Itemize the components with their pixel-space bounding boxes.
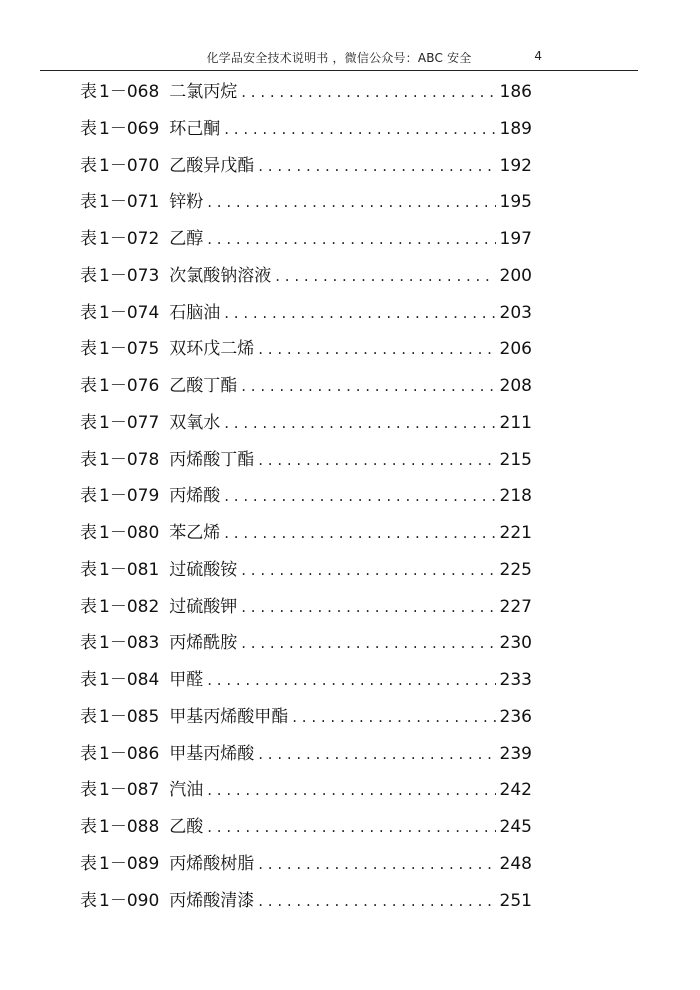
toc-entry-page: 236 bbox=[499, 706, 532, 727]
toc-entry[interactable] bbox=[80, 846, 532, 883]
toc-entry-prefix: 表 bbox=[80, 633, 97, 654]
toc-entry-prefix: 表 bbox=[80, 596, 97, 617]
toc-entry-code: 1－084 bbox=[99, 670, 160, 690]
toc-entry-code: 1－090 bbox=[99, 890, 160, 911]
toc-entry[interactable] bbox=[80, 184, 532, 221]
toc-entry[interactable] bbox=[80, 699, 532, 736]
toc-entry-code: 1－068 bbox=[99, 82, 160, 102]
toc-entry-page: 227 bbox=[499, 596, 532, 617]
toc-entry-prefix: 表 bbox=[80, 449, 97, 470]
toc-dot-leader bbox=[258, 331, 495, 368]
toc-entry-page: 206 bbox=[499, 339, 532, 360]
toc-entry-prefix: 表 bbox=[80, 670, 97, 690]
header-title: 化学品安全技术说明书 ，微信公众号：ABC 安全 bbox=[206, 51, 472, 65]
toc-entry-title: 环己酮 bbox=[169, 118, 221, 139]
toc-entry-page: 189 bbox=[499, 118, 532, 139]
toc-entry-title: 锌粉 bbox=[169, 192, 204, 213]
toc-entry-title: 汽油 bbox=[169, 780, 204, 801]
toc-entry-prefix: 表 bbox=[80, 155, 97, 176]
toc-entry-prefix: 表 bbox=[80, 302, 97, 323]
toc-entry-page: 211 bbox=[499, 412, 532, 433]
toc-entry[interactable] bbox=[80, 111, 532, 148]
toc-entry-prefix: 表 bbox=[80, 706, 97, 727]
toc-entry-title: 过硫酸钾 bbox=[169, 596, 238, 617]
toc-entry-prefix: 表 bbox=[80, 339, 97, 360]
toc-entry[interactable] bbox=[80, 552, 532, 589]
toc-entry-code: 1－089 bbox=[99, 853, 160, 874]
toc-entry[interactable] bbox=[80, 809, 532, 846]
toc-entry-title: 丙烯酰胺 bbox=[169, 633, 238, 654]
toc-entry-code: 1－074 bbox=[99, 302, 160, 323]
toc-entry-code: 1－072 bbox=[99, 229, 160, 249]
toc-entry[interactable] bbox=[80, 478, 532, 515]
toc-entry-title: 过硫酸铵 bbox=[169, 559, 238, 580]
toc-dot-leader bbox=[241, 552, 495, 589]
toc-dot-leader bbox=[224, 478, 495, 515]
toc-entry-code: 1－087 bbox=[99, 780, 160, 801]
toc-entry-title: 乙醇 bbox=[169, 229, 204, 249]
toc-entry[interactable] bbox=[80, 331, 532, 368]
toc-entry-page: 218 bbox=[499, 486, 532, 507]
toc-entry[interactable] bbox=[80, 662, 532, 699]
toc-entry-title: 苯乙烯 bbox=[169, 523, 221, 543]
toc-entry[interactable] bbox=[80, 625, 532, 662]
toc-dot-leader bbox=[224, 295, 495, 332]
toc-entry[interactable] bbox=[80, 295, 532, 332]
toc-entry-page: 239 bbox=[499, 743, 532, 764]
toc-entry-prefix: 表 bbox=[80, 780, 97, 801]
toc-entry-page: 221 bbox=[499, 523, 532, 543]
toc-entry[interactable] bbox=[80, 148, 532, 185]
toc-entry-page: 230 bbox=[499, 633, 532, 654]
toc-entry-page: 225 bbox=[499, 559, 532, 580]
toc-entry[interactable] bbox=[80, 515, 532, 552]
toc-dot-leader bbox=[207, 184, 495, 221]
toc-entry-page: 195 bbox=[499, 192, 532, 213]
toc-entry-code: 1－086 bbox=[99, 743, 160, 764]
toc-entry-page: 186 bbox=[499, 82, 532, 102]
toc-dot-leader bbox=[292, 699, 495, 736]
page-header bbox=[40, 48, 638, 71]
toc-entry-title: 丙烯酸树脂 bbox=[169, 853, 255, 874]
toc-entry-title: 丙烯酸 bbox=[169, 486, 221, 507]
toc-entry-prefix: 表 bbox=[80, 192, 97, 213]
toc-entry-code: 1－081 bbox=[99, 559, 160, 580]
toc-dot-leader bbox=[207, 772, 495, 809]
toc-entry-prefix: 表 bbox=[80, 229, 97, 249]
toc-entry-prefix: 表 bbox=[80, 82, 97, 102]
toc-dot-leader bbox=[258, 442, 495, 479]
toc-dot-leader bbox=[241, 368, 495, 405]
toc-dot-leader bbox=[258, 736, 495, 773]
toc-entry-code: 1－070 bbox=[99, 155, 160, 176]
toc-entry-page: 192 bbox=[499, 155, 532, 176]
toc-dot-leader bbox=[207, 809, 495, 846]
toc-dot-leader bbox=[224, 515, 495, 552]
toc-entry-prefix: 表 bbox=[80, 853, 97, 874]
toc-entry-page: 245 bbox=[499, 817, 532, 837]
toc-dot-leader bbox=[224, 111, 495, 148]
toc-entry-title: 丙烯酸丁酯 bbox=[169, 449, 255, 470]
toc-entry-code: 1－076 bbox=[99, 376, 160, 396]
toc-entry[interactable] bbox=[80, 405, 532, 442]
toc-entry-page: 200 bbox=[499, 265, 532, 286]
toc-dot-leader bbox=[275, 258, 495, 295]
toc-dot-leader bbox=[224, 405, 495, 442]
toc-entry-title: 双氧水 bbox=[169, 412, 221, 433]
toc-entry-title: 二氯丙烷 bbox=[169, 82, 238, 102]
toc-entry-prefix: 表 bbox=[80, 412, 97, 433]
toc-entry-prefix: 表 bbox=[80, 817, 97, 837]
toc-entry-page: 197 bbox=[499, 229, 532, 249]
toc-entry-code: 1－069 bbox=[99, 118, 160, 139]
toc-entry-prefix: 表 bbox=[80, 486, 97, 507]
toc-dot-leader bbox=[258, 846, 495, 883]
toc-entry-prefix: 表 bbox=[80, 118, 97, 139]
toc-entry-page: 208 bbox=[499, 376, 532, 396]
toc-entry-prefix: 表 bbox=[80, 376, 97, 396]
toc-entry-title: 乙酸丁酯 bbox=[169, 376, 238, 396]
toc-entry[interactable] bbox=[80, 368, 532, 405]
toc-entry-title: 双环戊二烯 bbox=[169, 339, 255, 360]
table-of-contents bbox=[80, 74, 532, 919]
toc-entry-code: 1－088 bbox=[99, 817, 160, 837]
toc-entry-prefix: 表 bbox=[80, 523, 97, 543]
toc-entry[interactable] bbox=[80, 589, 532, 626]
toc-entry-title: 甲基丙烯酸甲酯 bbox=[169, 706, 289, 727]
toc-entry-page: 233 bbox=[499, 670, 532, 690]
toc-entry-title: 次氯酸钠溶液 bbox=[169, 265, 272, 286]
toc-entry[interactable] bbox=[80, 772, 532, 809]
toc-entry-code: 1－079 bbox=[99, 486, 160, 507]
toc-entry-prefix: 表 bbox=[80, 743, 97, 764]
toc-dot-leader bbox=[258, 148, 495, 185]
toc-dot-leader bbox=[241, 625, 495, 662]
toc-entry-prefix: 表 bbox=[80, 890, 97, 911]
toc-entry-page: 203 bbox=[499, 302, 532, 323]
toc-dot-leader bbox=[258, 883, 495, 920]
toc-entry-prefix: 表 bbox=[80, 559, 97, 580]
toc-entry-code: 1－085 bbox=[99, 706, 160, 727]
toc-entry-code: 1－073 bbox=[99, 265, 160, 286]
toc-entry-title: 甲醛 bbox=[169, 670, 204, 690]
toc-dot-leader bbox=[207, 662, 495, 699]
toc-entry[interactable] bbox=[80, 74, 532, 111]
toc-entry-code: 1－083 bbox=[99, 633, 160, 654]
toc-entry-prefix: 表 bbox=[80, 265, 97, 286]
page-number: 4 bbox=[534, 49, 542, 63]
toc-entry-page: 248 bbox=[499, 853, 532, 874]
toc-entry-code: 1－071 bbox=[99, 192, 160, 213]
toc-entry[interactable] bbox=[80, 442, 532, 479]
toc-entry-title: 石脑油 bbox=[169, 302, 221, 323]
toc-entry-title: 甲基丙烯酸 bbox=[169, 743, 255, 764]
toc-entry-title: 乙酸异戊酯 bbox=[169, 155, 255, 176]
toc-entry[interactable] bbox=[80, 883, 532, 920]
toc-entry-code: 1－077 bbox=[99, 412, 160, 433]
toc-entry-title: 丙烯酸清漆 bbox=[169, 890, 255, 911]
toc-entry-page: 215 bbox=[499, 449, 532, 470]
toc-entry[interactable] bbox=[80, 258, 532, 295]
toc-entry-page: 242 bbox=[499, 780, 532, 801]
toc-dot-leader bbox=[241, 589, 495, 626]
toc-entry[interactable] bbox=[80, 221, 532, 258]
toc-entry[interactable] bbox=[80, 736, 532, 773]
toc-entry-page: 251 bbox=[499, 890, 532, 911]
toc-entry-code: 1－082 bbox=[99, 596, 160, 617]
toc-dot-leader bbox=[207, 221, 495, 258]
toc-entry-code: 1－080 bbox=[99, 523, 160, 543]
toc-entry-code: 1－078 bbox=[99, 449, 160, 470]
toc-entry-title: 乙酸 bbox=[169, 817, 204, 837]
toc-entry-code: 1－075 bbox=[99, 339, 160, 360]
toc-dot-leader bbox=[241, 74, 495, 111]
